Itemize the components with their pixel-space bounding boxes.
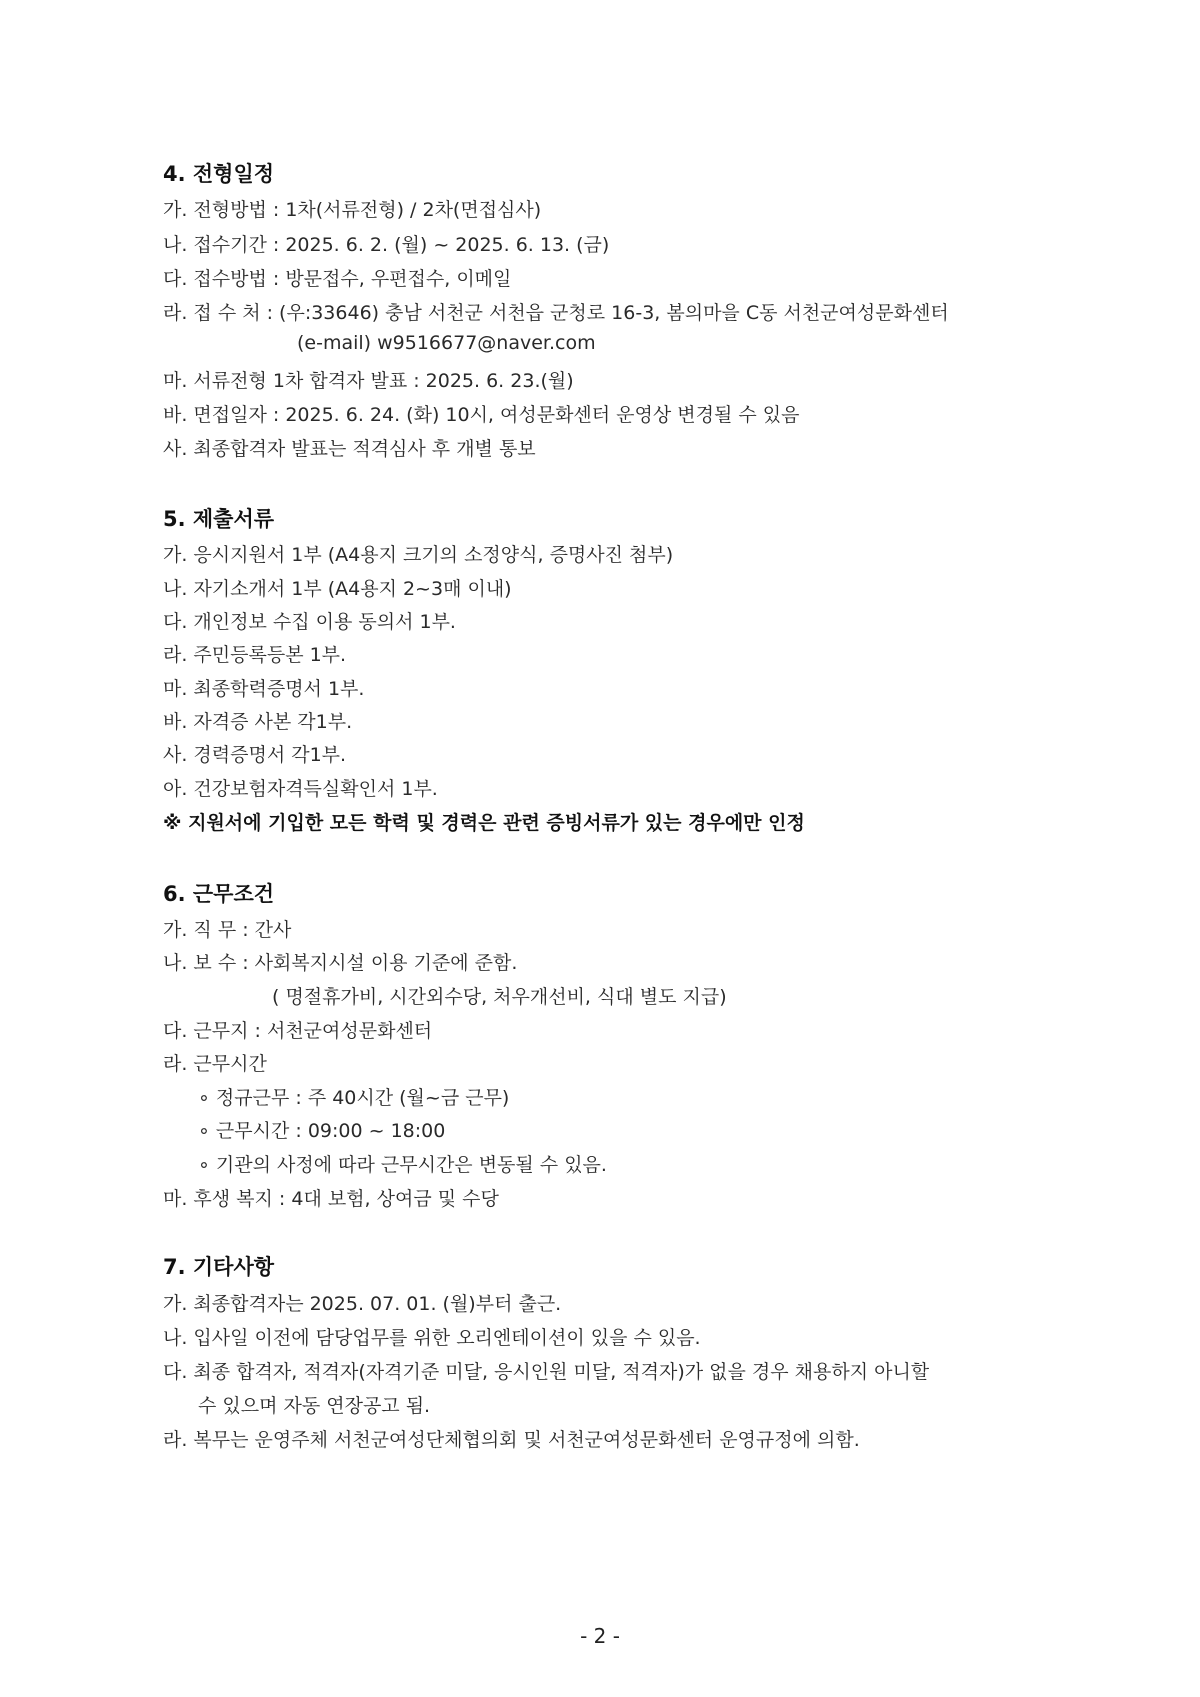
section-4-email: (e-mail) w9516677@naver.com [297,332,596,354]
section-4-item: 나. 접수기간 : 2025. 6. 2. (월) ~ 2025. 6. 13. (금) [163,234,610,256]
section-4-item: 라. 접 수 처 : (우:33646) 충남 서천군 서천읍 군청로 16-3, 봄의마을 C동 서천군여성문화센터 [163,302,949,324]
section-6-item: 나. 보 수 : 사회복지시설 이용 기준에 준함. [163,952,518,974]
section-6-item: 다. 근무지 : 서천군여성문화센터 [163,1020,433,1042]
section-6-subitem: ∘ 기관의 사정에 따라 근무시간은 변동될 수 있음. [198,1154,607,1176]
section-7-item: 다. 최종 합격자, 적격자(자격기준 미달, 응시인원 미달, 적격자)가 없을 경우 채용하지 아니할 [163,1361,930,1383]
section-6-title: 6. 근무조건 [163,882,275,906]
section-4-title: 4. 전형일정 [163,162,275,186]
section-4-item: 가. 전형방법 : 1차(서류전형) / 2차(면접심사) [163,199,542,221]
section-7-item-cont: 수 있으며 자동 연장공고 됨. [198,1395,431,1417]
section-4-item: 바. 면접일자 : 2025. 6. 24. (화) 10시, 여성문화센터 운영상 변경될 수 있음 [163,404,800,426]
section-6-item: 라. 근무시간 [163,1053,267,1075]
section-6-pay-detail: ( 명절휴가비, 시간외수당, 처우개선비, 식대 별도 지급) [272,986,727,1008]
section-6-subitem: ∘ 근무시간 : 09:00 ~ 18:00 [198,1120,446,1142]
section-4-item: 마. 서류전형 1차 합격자 발표 : 2025. 6. 23.(월) [163,370,574,392]
section-5-item: 마. 최종학력증명서 1부. [163,678,365,700]
section-7-item: 라. 복무는 운영주체 서천군여성단체협의회 및 서천군여성문화센터 운영규정에 의함. [163,1429,860,1451]
section-5-title: 5. 제출서류 [163,507,275,531]
section-7-title: 7. 기타사항 [163,1255,275,1279]
section-7-item: 가. 최종합격자는 2025. 07. 01. (월)부터 출근. [163,1293,562,1315]
section-5-item: 라. 주민등록등본 1부. [163,644,347,666]
section-4-item: 사. 최종합격자 발표는 적격심사 후 개별 통보 [163,438,536,460]
section-5-item: 아. 건강보험자격득실확인서 1부. [163,778,438,800]
section-5-item: 사. 경력증명서 각1부. [163,744,347,766]
page-number: - 2 - [580,1624,620,1648]
section-5-item: 가. 응시지원서 1부 (A4용지 크기의 소정양식, 증명사진 첨부) [163,544,674,566]
section-6-subitem: ∘ 정규근무 : 주 40시간 (월~금 근무) [198,1087,510,1109]
section-4-item: 다. 접수방법 : 방문접수, 우편접수, 이메일 [163,268,512,290]
section-5-note: ※ 지원서에 기입한 모든 학력 및 경력은 관련 증빙서류가 있는 경우에만 인정 [163,812,805,834]
section-5-item: 다. 개인정보 수집 이용 동의서 1부. [163,611,456,633]
section-5-item: 나. 자기소개서 1부 (A4용지 2~3매 이내) [163,578,512,600]
section-6-item: 가. 직 무 : 간사 [163,919,292,941]
section-6-item: 마. 후생 복지 : 4대 보험, 상여금 및 수당 [163,1188,499,1210]
section-5-item: 바. 자격증 사본 각1부. [163,711,353,733]
section-7-item: 나. 입사일 이전에 담당업무를 위한 오리엔테이션이 있을 수 있음. [163,1327,701,1349]
